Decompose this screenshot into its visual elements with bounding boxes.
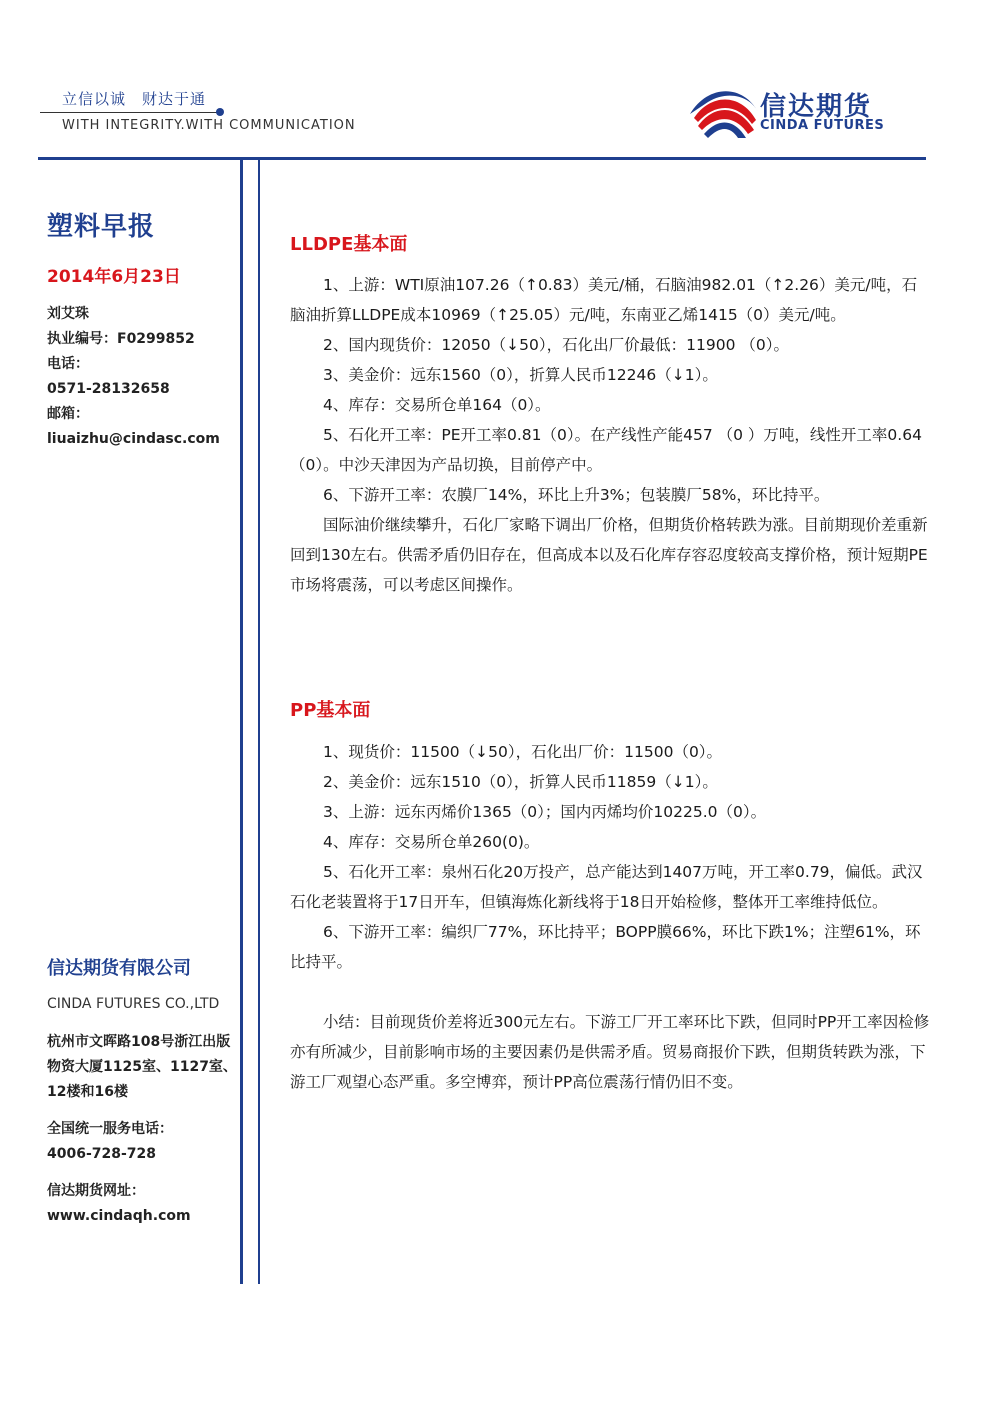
lldpe-item-5: 5、石化开工率：PE开工率0.81（0）。在产线性产能457 （0 ）万吨，线性开工率0.64（0）。中沙天津因为产品切换，目前停产中。 bbox=[290, 426, 922, 474]
pp-section-title: PP基本面 bbox=[290, 700, 371, 721]
logo-en: CINDA FUTURES bbox=[760, 118, 885, 133]
header-rule bbox=[38, 157, 926, 160]
pp-item-6: 6、下游开工率：编织厂77%，环比持平；BOPP膜66%，环比下跌1%；注塑61%，环比持平。 bbox=[290, 923, 921, 971]
pp-item-2: 2、美金价：远东1510（0），折算人民币11859（↓1）。 bbox=[323, 773, 718, 791]
hotline-number: 4006-728-728 bbox=[47, 1146, 157, 1162]
lldpe-item-4: 4、库存：交易所仓单164（0）。 bbox=[323, 396, 551, 414]
report-date: 2014年6月23日 bbox=[47, 267, 181, 287]
slogan-en: WITH INTEGRITY.WITH COMMUNICATION bbox=[62, 118, 356, 133]
author-name: 刘艾珠 bbox=[47, 306, 89, 322]
slogan-dot bbox=[216, 108, 224, 116]
address-line-1: 杭州市文晖路108号浙江出版 bbox=[47, 1034, 231, 1050]
sidebar-divider bbox=[240, 160, 243, 1284]
report-title: 塑料早报 bbox=[47, 212, 156, 242]
pp-item-5: 5、石化开工率：泉州石化20万投产，总产能达到1407万吨，开工率0.79，偏低。武汉石化老装置将于17日开车，但镇海炼化新线将于18日开始检修，整体开工率维持低位。 bbox=[290, 863, 923, 911]
email-label: 邮箱： bbox=[47, 406, 89, 422]
lldpe-item-1: 1、上游：WTI原油107.26（↑0.83）美元/桶，石脑油982.01（↑2.26）美元/吨，石脑油折算LLDPE成本10969（↑25.05）元/吨，东南亚乙烯1415（0）美元/吨。 bbox=[290, 276, 918, 324]
slogan-cn: 立信以诚 财达于通 bbox=[62, 90, 207, 108]
lldpe-item-2: 2、国内现货价：12050（↓50），石化出厂价最低：11900 （0）。 bbox=[323, 336, 789, 354]
pp-item-1: 1、现货价：11500（↓50），石化出厂价：11500（0）。 bbox=[323, 743, 723, 761]
pp-summary: 小结：目前现货价差将近300元左右。下游工厂开工率环比下跌，但同时PP开工率因检修亦有所减少，目前影响市场的主要因素仍是供需矛盾。贸易商报价下跌，但期货转跌为涨，下游工厂观望心态严重。多空博弈，预计PP高位震荡行情仍旧不变。 bbox=[290, 1013, 930, 1091]
hotline-label: 全国统一服务电话： bbox=[47, 1121, 173, 1137]
pp-item-3: 3、上游：远东丙烯价1365（0）；国内丙烯均价10225.0（0）。 bbox=[323, 803, 767, 821]
sidebar-divider-inner bbox=[258, 160, 260, 1284]
lldpe-summary: 国际油价继续攀升，石化厂家略下调出厂价格，但期货价格转跌为涨。目前期现价差重新回到130左右。供需矛盾仍旧存在，但高成本以及石化库存容忍度较高支撑价格，预计短期PE市场将震荡，可以考虑区间操作。 bbox=[290, 516, 928, 594]
author-block bbox=[47, 302, 237, 452]
slogan-underline bbox=[40, 112, 220, 113]
lldpe-item-3: 3、美金价：远东1560（0），折算人民币12246（↓1）。 bbox=[323, 366, 718, 384]
website-link[interactable]: www.cindaqh.com bbox=[47, 1208, 191, 1224]
contact-block bbox=[47, 1030, 237, 1229]
lldpe-item-6: 6、下游开工率：农膜厂14%，环比上升3%；包装膜厂58%，环比持平。 bbox=[323, 486, 830, 504]
logo-name: 信达期货 bbox=[760, 92, 873, 122]
address-line-2: 物资大厦1125室、1127室、 bbox=[47, 1059, 237, 1075]
phone-number: 0571-28132658 bbox=[47, 381, 170, 397]
pp-section-body bbox=[290, 737, 930, 1097]
license-number: 执业编号：F0299852 bbox=[47, 331, 195, 347]
address-line-3: 12楼和16楼 bbox=[47, 1084, 128, 1100]
email-address[interactable]: liuaizhu@cindasc.com bbox=[47, 431, 220, 447]
pp-item-4: 4、库存：交易所仓单260(0)。 bbox=[323, 833, 540, 851]
company-name-en: CINDA FUTURES CO.,LTD bbox=[47, 996, 220, 1012]
lldpe-section-title: LLDPE基本面 bbox=[290, 234, 408, 255]
website-label: 信达期货网址： bbox=[47, 1183, 145, 1199]
company-name: 信达期货有限公司 bbox=[47, 958, 191, 979]
lldpe-section-body bbox=[290, 270, 930, 600]
phone-label: 电话： bbox=[47, 356, 89, 372]
